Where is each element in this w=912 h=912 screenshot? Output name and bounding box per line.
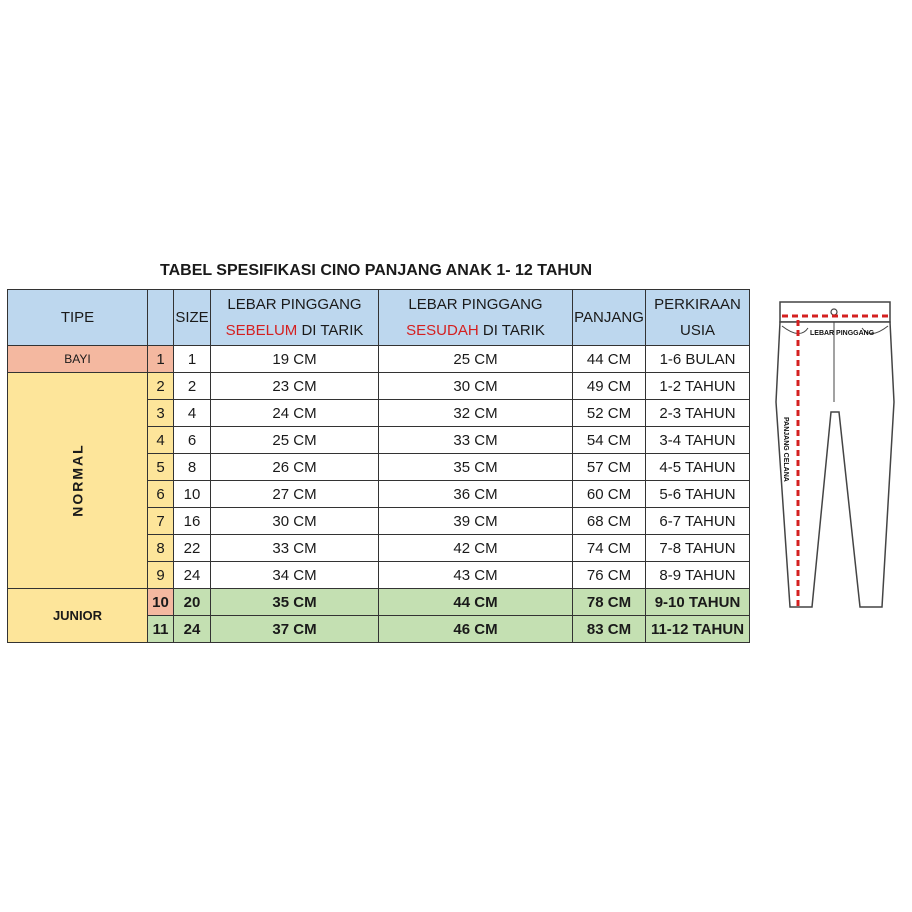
header-age-line1: PERKIRAAN — [654, 295, 741, 313]
length-cell: 52 CM — [573, 400, 646, 427]
waist-after-cell: 39 CM — [379, 508, 573, 535]
size-cell: 20 — [174, 589, 211, 616]
waist-before-cell: 24 CM — [211, 400, 379, 427]
length-cell: 83 CM — [573, 616, 646, 643]
waist-after-cell: 44 CM — [379, 589, 573, 616]
waist-before-cell: 33 CM — [211, 535, 379, 562]
length-cell: 44 CM — [573, 346, 646, 373]
pants-outline — [776, 322, 894, 607]
header-before-rest: DI TARIK — [297, 321, 364, 339]
type-cell-junior: JUNIOR — [8, 589, 148, 643]
row-number: 2 — [148, 373, 174, 400]
length-cell: 57 CM — [573, 454, 646, 481]
waist-after-cell: 46 CM — [379, 616, 573, 643]
row-number: 3 — [148, 400, 174, 427]
length-cell: 78 CM — [573, 589, 646, 616]
type-normal-label: NORMAL — [69, 443, 86, 517]
length-cell: 54 CM — [573, 427, 646, 454]
header-waist-after-line1: LEBAR PINGGANG — [408, 295, 543, 313]
header-age-line2: USIA — [679, 321, 715, 339]
waist-before-cell: 37 CM — [211, 616, 379, 643]
age-cell: 2-3 TAHUN — [646, 400, 750, 427]
header-after-rest: DI TARIK — [478, 321, 545, 339]
waist-before-cell: 19 CM — [211, 346, 379, 373]
waist-before-cell: 35 CM — [211, 589, 379, 616]
row-number: 5 — [148, 454, 174, 481]
waist-before-cell: 25 CM — [211, 427, 379, 454]
table-row — [8, 373, 750, 400]
age-cell: 3-4 TAHUN — [646, 427, 750, 454]
size-cell: 2 — [174, 373, 211, 400]
waist-after-cell: 43 CM — [379, 562, 573, 589]
length-cell: 76 CM — [573, 562, 646, 589]
pants-diagram — [768, 292, 904, 616]
waist-before-cell: 23 CM — [211, 373, 379, 400]
age-cell: 7-8 TAHUN — [646, 535, 750, 562]
length-cell: 68 CM — [573, 508, 646, 535]
waist-after-cell: 25 CM — [379, 346, 573, 373]
waist-label: LEBAR PINGGANG — [810, 330, 875, 337]
waist-after-cell: 42 CM — [379, 535, 573, 562]
waist-after-cell: 32 CM — [379, 400, 573, 427]
row-number: 9 — [148, 562, 174, 589]
age-cell: 5-6 TAHUN — [646, 481, 750, 508]
header-waist-before-line2 — [211, 318, 378, 344]
age-cell: 1-2 TAHUN — [646, 373, 750, 400]
length-cell: 74 CM — [573, 535, 646, 562]
header-waist-after — [379, 290, 573, 346]
size-cell: 22 — [174, 535, 211, 562]
size-cell: 4 — [174, 400, 211, 427]
header-size: SIZE — [174, 290, 211, 346]
header-before-red: SEBELUM — [225, 321, 298, 339]
waist-after-cell: 33 CM — [379, 427, 573, 454]
length-cell: 49 CM — [573, 373, 646, 400]
table-title: TABEL SPESIFIKASI CINO PANJANG ANAK 1- 12 TAHUN — [160, 262, 593, 279]
size-cell: 8 — [174, 454, 211, 481]
size-cell: 6 — [174, 427, 211, 454]
header-number — [148, 290, 174, 346]
header-waist-before — [211, 290, 379, 346]
size-cell: 16 — [174, 508, 211, 535]
table-row — [8, 346, 750, 373]
row-number: 1 — [148, 346, 174, 373]
waist-before-cell: 26 CM — [211, 454, 379, 481]
header-age — [646, 290, 750, 346]
age-cell: 9-10 TAHUN — [646, 589, 750, 616]
age-cell: 6-7 TAHUN — [646, 508, 750, 535]
size-cell: 1 — [174, 346, 211, 373]
waist-after-cell: 30 CM — [379, 373, 573, 400]
age-cell: 11-12 TAHUN — [646, 616, 750, 643]
size-cell: 10 — [174, 481, 211, 508]
row-number: 6 — [148, 481, 174, 508]
header-waist-after-line2 — [379, 318, 572, 344]
length-cell: 60 CM — [573, 481, 646, 508]
size-cell: 24 — [174, 562, 211, 589]
row-number: 10 — [148, 589, 174, 616]
row-number: 8 — [148, 535, 174, 562]
waist-after-cell: 35 CM — [379, 454, 573, 481]
waistband-outline — [780, 302, 890, 322]
row-number: 11 — [148, 616, 174, 643]
header-after-red: SESUDAH — [406, 321, 479, 339]
header-panjang: PANJANG — [573, 290, 646, 346]
size-cell: 24 — [174, 616, 211, 643]
table-header-row — [8, 290, 750, 346]
row-number: 4 — [148, 427, 174, 454]
age-cell: 1-6 BULAN — [646, 346, 750, 373]
table-row — [8, 589, 750, 616]
header-tipe: TIPE — [8, 290, 148, 346]
length-label: PANJANG CELANA — [782, 417, 789, 482]
type-cell-bayi: BAYI — [8, 346, 148, 373]
age-cell: 8-9 TAHUN — [646, 562, 750, 589]
type-cell-normal — [8, 373, 148, 589]
header-waist-before-line1: LEBAR PINGGANG — [227, 295, 362, 313]
waist-before-cell: 30 CM — [211, 508, 379, 535]
waist-before-cell: 27 CM — [211, 481, 379, 508]
age-cell: 4-5 TAHUN — [646, 454, 750, 481]
waist-before-cell: 34 CM — [211, 562, 379, 589]
waist-after-cell: 36 CM — [379, 481, 573, 508]
row-number: 7 — [148, 508, 174, 535]
size-spec-table — [7, 289, 750, 643]
